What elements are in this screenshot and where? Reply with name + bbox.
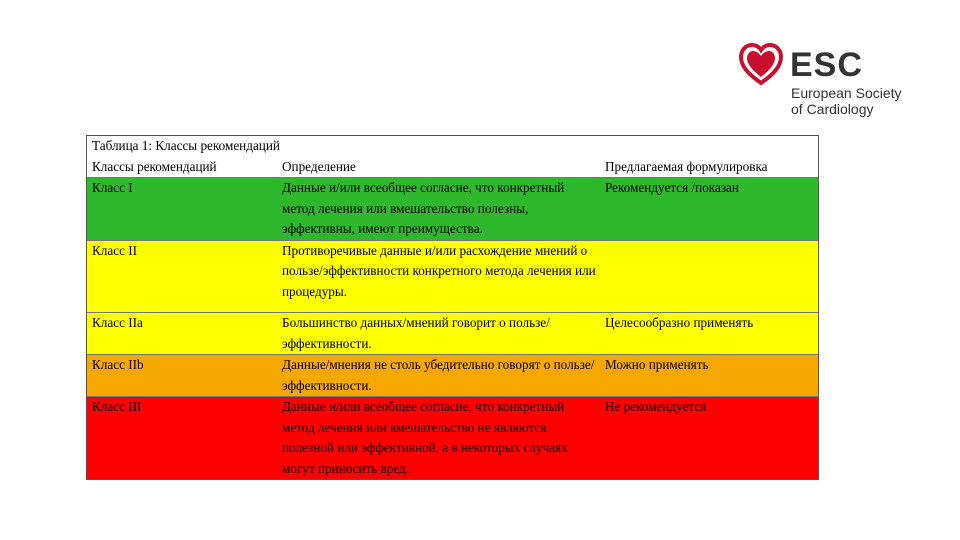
recommendation-classes-table (86, 135, 819, 480)
table-row-class-i (87, 177, 818, 240)
table-row-class-iia (87, 312, 818, 354)
cell-definition: Большинство данных/мнений говорит о пользе/ эффективности. (282, 315, 550, 351)
cell-wording: Не рекомендуется (605, 399, 707, 414)
table-row-class-ii (87, 240, 818, 313)
heart-icon (738, 42, 784, 88)
header-wording: Предлагаемая формулировка (605, 158, 768, 174)
cell-wording: Можно применять (605, 357, 709, 372)
table-row-class-iib (87, 354, 818, 396)
logo-line-2: of Cardiology (791, 101, 874, 117)
table-header-row (87, 157, 818, 178)
logo-line-1: European Society (791, 85, 902, 101)
cell-definition: Данные и/или всеобщее согласие, что конкретный метод лечения или вмешательство не являются полезной или эффективной, а в некоторых случаях могут приносить вред. (282, 399, 568, 476)
cell-class: Класс I (92, 180, 133, 195)
cell-class: Класс IIb (92, 357, 144, 372)
cell-definition: Данные и/или всеобщее согласие, что конкретный метод лечения или вмешательство полезны, эффективны, имеют преимущества. (282, 180, 565, 236)
cell-wording: Рекомендуется /показан (605, 180, 739, 195)
cell-wording (600, 241, 818, 313)
table-caption-row (87, 136, 818, 157)
cell-definition: Данные/мнения не столь убедительно говорят о пользе/эффективности. (282, 357, 595, 393)
cell-class: Класс III (92, 399, 142, 414)
cell-class: Класс IIa (92, 315, 143, 330)
cell-definition: Противоречивые данные и/или расхождение мнений о пользе/эффективности конкретного метода лечения или процедуры. (282, 242, 596, 299)
cell-wording: Целесообразно применять (605, 315, 754, 330)
table-row-class-iii (87, 396, 818, 479)
logo-abbr: ESC (790, 46, 863, 84)
header-class: Классы рекомендаций (92, 158, 217, 174)
header-definition: Определение (282, 158, 356, 174)
table-caption: Таблица 1: Классы рекомендаций (92, 138, 280, 153)
cell-class: Класс II (92, 242, 138, 258)
esc-logo (738, 42, 928, 122)
